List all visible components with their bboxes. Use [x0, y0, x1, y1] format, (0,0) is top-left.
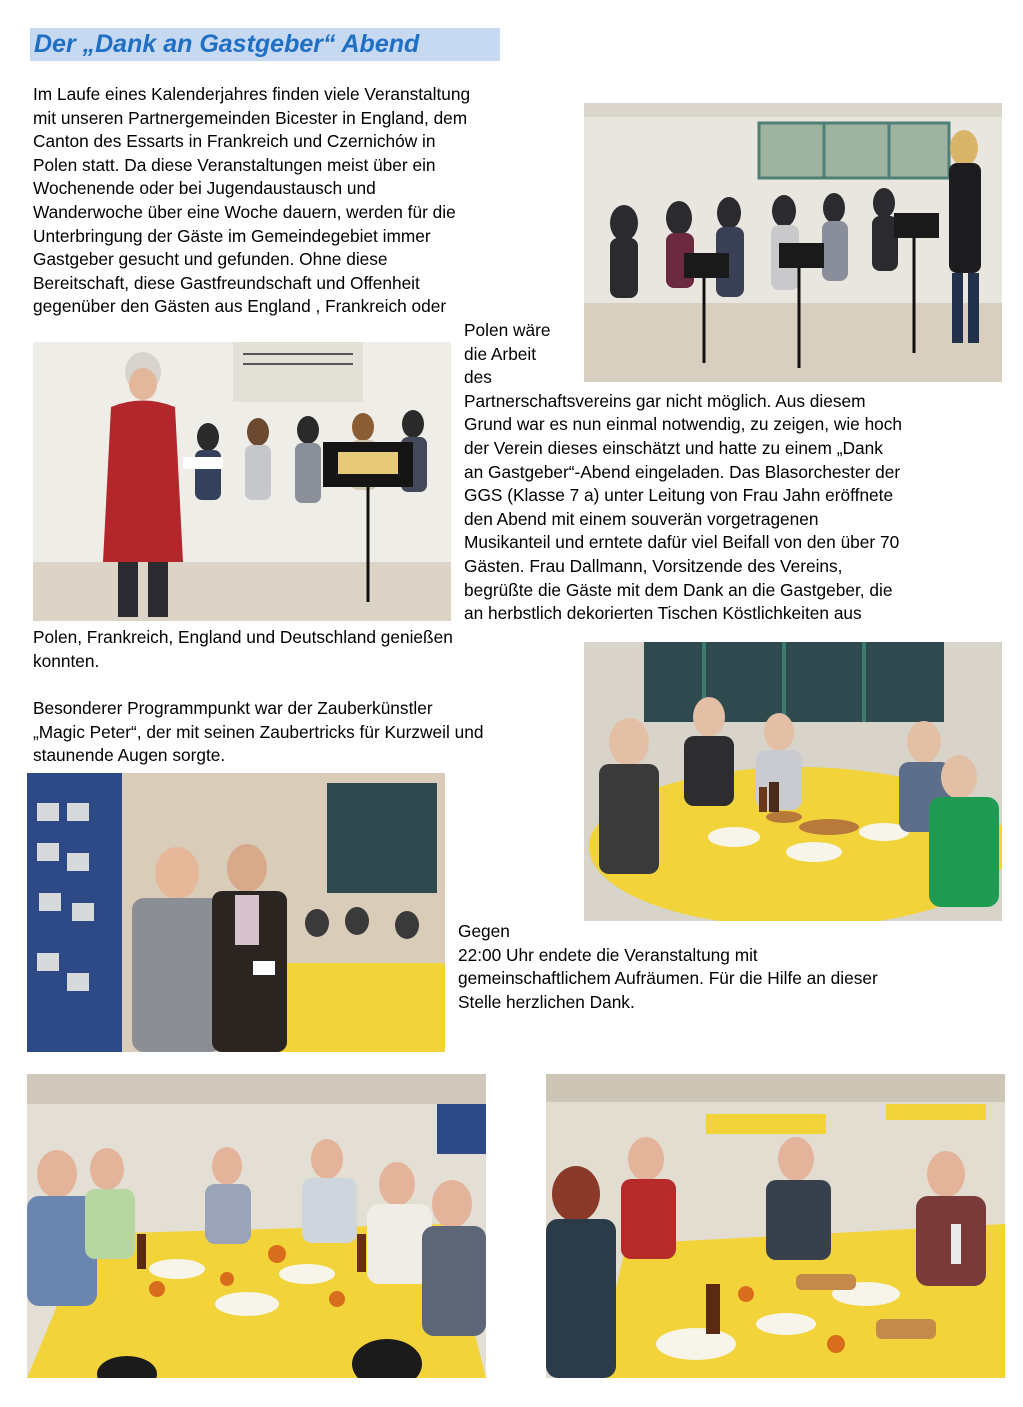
text-line: Polen, Frankreich, England und Deutschland genießen	[33, 627, 453, 647]
text-line: Grund war es nun einmal notwendig, zu zeigen, wie hoch	[464, 414, 903, 435]
text-line: an Gastgeber“-Abend eingeladen. Das Blasorchester der	[464, 461, 901, 482]
text-line: Stelle herzlichen Dank.	[458, 991, 635, 1012]
photo-speaker-red-jacket	[33, 342, 451, 621]
text-line: Wanderwoche über eine Woche dauern, werden für die	[33, 201, 456, 222]
photo-orchestra-conductor	[584, 103, 1002, 382]
text-line: staunende Augen sorgte.	[33, 745, 226, 766]
text-line: Gästen. Frau Dallmann, Vorsitzende des Vereins,	[464, 555, 843, 576]
text-line: den Abend mit einem souverän vorgetragenen	[464, 508, 819, 529]
text-line: Polen wäre	[464, 320, 551, 340]
text-line: Canton des Essarts in Frankreich und Czernichów in	[33, 131, 436, 152]
text-line: Polen statt. Da diese Veranstaltungen meist über ein	[33, 154, 436, 175]
text-line: an herbstlich dekorierten Tischen Köstlichkeiten aus	[464, 603, 862, 624]
page-title: Der „Dank an Gastgeber“ Abend	[30, 28, 500, 61]
text-line: „Magic Peter“, der mit seinen Zaubertricks für Kurzweil und	[33, 721, 484, 742]
text-line: gemeinschaftlichem Aufräumen. Für die Hilfe an dieser	[458, 968, 878, 989]
text-line: die Arbeit	[464, 343, 537, 364]
intro-paragraph	[33, 83, 470, 319]
text-line: Musikanteil und erntete dafür viel Beifall von den über 70	[464, 532, 900, 553]
text-line: konnten.	[33, 650, 100, 671]
text-line: GGS (Klasse 7 a) unter Leitung von Frau Jahn eröffnete	[464, 485, 894, 506]
text-line: Partnerschaftsvereins gar nicht möglich. Aus diesem	[464, 390, 866, 411]
text-line: Unterbringung der Gäste im Gemeindegebiet immer	[33, 225, 431, 246]
text-line: begrüßte die Gäste mit dem Dank an die Gastgeber, die	[464, 579, 893, 600]
intro-paragraph-end	[33, 626, 453, 673]
text-line: mit unseren Partnergemeinden Bicester in England, dem	[33, 107, 468, 128]
text-line: gegenüber den Gästen aus England , Frankreich oder	[33, 296, 447, 317]
text-line: des	[464, 367, 492, 388]
photo-table-group-left	[27, 1074, 486, 1378]
text-line: der Verein dieses einschätzt und hatte zu einem „Dank	[464, 437, 883, 458]
text-line: Gegen	[458, 921, 510, 941]
text-line: Besonderer Programmpunkt war der Zauberkünstler	[33, 698, 433, 718]
photo-table-group-right	[546, 1074, 1005, 1378]
text-line: Bereitschaft, diese Gastfreundschaft und Offenheit	[33, 272, 420, 293]
text-line: Gastgeber gesucht und gefunden. Ohne diese	[33, 249, 388, 270]
photo-magician	[27, 773, 445, 1052]
text-line: Im Laufe eines Kalenderjahres finden viele Veranstaltung	[33, 84, 471, 104]
text-line: Wochenende oder bei Jugendaustausch und	[33, 178, 376, 199]
photo-guests-table	[584, 642, 1002, 921]
text-line: 22:00 Uhr endete die Veranstaltung mit	[458, 944, 758, 965]
closing-paragraph	[458, 920, 878, 1014]
magician-paragraph	[33, 697, 483, 768]
